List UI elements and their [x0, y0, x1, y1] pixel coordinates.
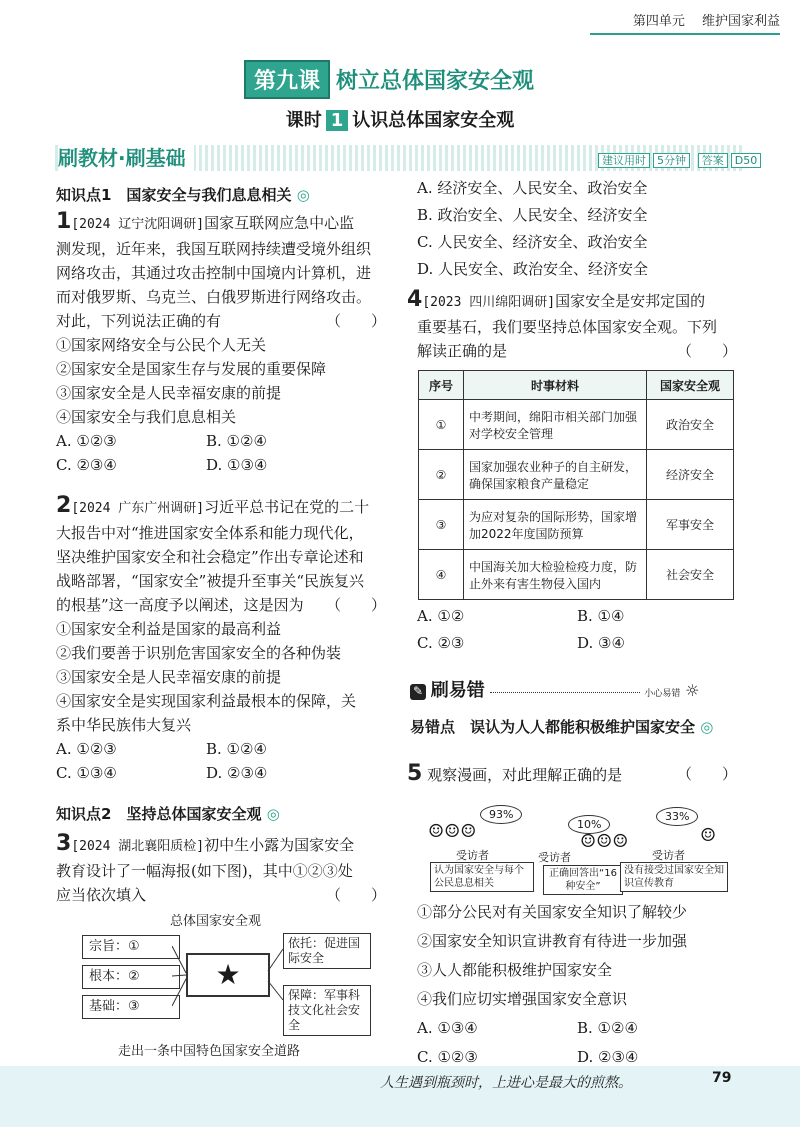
target-icon: ◎ — [266, 805, 280, 823]
panel-caption: 正确回答出“16种安全” — [543, 865, 623, 895]
q4-line: 重要基石，我们要坚持总体国家安全观。下列 — [417, 318, 718, 336]
interviewee-label: 受访者 — [652, 849, 685, 862]
q1-options-row — [56, 453, 386, 477]
answer-blank: （ ） — [325, 886, 386, 904]
people-icon: ☺☺☺ — [428, 821, 477, 842]
q1-item: ④国家安全与我们息息相关 — [56, 408, 237, 426]
unit-label: 第四单元 — [632, 14, 685, 29]
q1-line: 国家互联网应急中心监 — [204, 214, 355, 232]
q1-options-row — [56, 429, 386, 453]
header-divider — [590, 33, 780, 35]
option-a[interactable]: A. ①②③ — [56, 432, 117, 450]
q2-options-row — [56, 737, 386, 761]
q4-number: 4 — [407, 287, 423, 312]
option-b[interactable]: B. ①②④ — [206, 740, 267, 758]
q4-line: 国家安全是安邦定国的 — [555, 292, 706, 310]
option-d[interactable]: D. ①③④ — [206, 456, 268, 474]
lesson-tag: 第九课 — [244, 60, 330, 99]
q3-number: 3 — [56, 831, 72, 856]
q5-stem: 观察漫画，对此理解正确的是 — [427, 766, 623, 784]
q2-line: 习近平总书记在党的二十 — [204, 498, 370, 516]
q2-item: ②我们要善于识别危害国家安全的各种伪装 — [56, 644, 342, 662]
answer-blank: （ ） — [325, 312, 386, 330]
panel-caption: 没有接受过国家安全知识宣传教育 — [620, 862, 728, 892]
lamp-icon: ☼ — [685, 681, 700, 700]
table-cell: 经济安全 — [647, 450, 734, 500]
option-a[interactable]: A. ①③④ — [417, 1019, 478, 1037]
table-cell: 为应对复杂的国际形势，国家增加2022年度国防预算 — [464, 500, 647, 550]
table-header-row — [419, 371, 734, 400]
kp1-text: 知识点1 国家安全与我们息息相关 — [56, 186, 292, 204]
time-label: 建议用时 — [598, 153, 650, 168]
question-3-options — [417, 176, 747, 281]
q4-line: 解读正确的是 — [417, 342, 508, 360]
q1-line: 网络攻击，其通过攻击控制中国境内计算机，进 — [56, 264, 372, 282]
table-cell: 军事安全 — [647, 500, 734, 550]
error-point — [410, 716, 713, 737]
lesson-title: 树立总体国家安全观 — [336, 69, 535, 94]
option-d[interactable]: D. ②③④ — [206, 764, 268, 782]
table-cell: 中考期间，绵阳市相关部门加强对学校安全管理 — [464, 400, 647, 450]
table-row — [419, 550, 734, 600]
column-header: 国家安全观 — [647, 371, 734, 400]
option-d[interactable]: D. ②③④ — [577, 1048, 639, 1066]
q3-line: 应当依次填入 — [56, 886, 147, 904]
diagram-left-box: 基础：③ — [82, 995, 180, 1019]
table-cell: ① — [419, 400, 464, 450]
comic-strip — [420, 805, 740, 893]
section-label: 刷教材·刷基础 — [58, 142, 194, 171]
table-cell: 政治安全 — [647, 400, 734, 450]
diagram-right-box: 保障：军事科技文化社会安全 — [283, 985, 371, 1036]
section2-header — [410, 676, 740, 702]
table-cell: ④ — [419, 550, 464, 600]
q1-number: 1 — [56, 209, 72, 234]
q5-number: 5 — [407, 761, 423, 786]
knowledge-point-1 — [56, 184, 310, 205]
panel-caption: 认为国家安全与每个公民息息相关 — [430, 862, 534, 892]
pencil-icon: ✎ — [410, 684, 426, 700]
period-title — [0, 106, 800, 132]
speech-bubble: 93% — [480, 805, 522, 824]
question-1 — [56, 210, 386, 477]
q3-line: 教育设计了一幅海报(如下图)，其中①②③处 — [56, 862, 353, 880]
diagram-left-box: 根本：② — [82, 965, 180, 989]
option-d[interactable]: D. ③④ — [577, 634, 625, 652]
table-cell: ③ — [419, 500, 464, 550]
target-icon: ◎ — [296, 186, 310, 204]
q3-line: 初中生小露为国家安全 — [204, 836, 355, 854]
table-cell: ② — [419, 450, 464, 500]
speech-bubble: 10% — [568, 815, 610, 834]
question-5 — [407, 762, 737, 787]
option-a[interactable]: A. ①② — [417, 607, 465, 625]
table-row — [419, 500, 734, 550]
q2-item: ①国家安全利益是国家的最高利益 — [56, 620, 282, 638]
question-4 — [407, 288, 737, 363]
q4-options-row — [417, 604, 747, 628]
q5-items — [417, 898, 747, 1072]
answer-blank: （ ） — [676, 342, 737, 360]
unit-title: 维护国家利益 — [701, 14, 780, 29]
q4-options-row — [417, 631, 747, 655]
answer-page: D50 — [731, 153, 761, 168]
section2-label: 刷易错 — [430, 680, 485, 701]
interviewee-label: 受访者 — [456, 849, 489, 862]
q2-item: ④国家安全是实现国家利益最根本的保障，关 — [56, 692, 357, 710]
q5-item: ②国家安全知识宣讲教育有待进一步加强 — [417, 932, 688, 950]
diagram-connectors — [172, 935, 284, 1020]
table-cell: 社会安全 — [647, 550, 734, 600]
answer-blank: （ ） — [325, 596, 386, 614]
q5-item: ③人人都能积极维护国家安全 — [417, 961, 613, 979]
q2-options-row — [56, 761, 386, 785]
q4-options — [417, 604, 747, 655]
period-number: 1 — [326, 110, 349, 131]
option-c[interactable]: C. 人民安全、经济安全、政治安全 — [417, 233, 648, 251]
star-icon: ★ — [215, 958, 241, 991]
q4-source: [2023 四川绵阳调研] — [422, 295, 556, 310]
option-c[interactable]: C. ①③④ — [56, 764, 117, 782]
lesson-title-block — [244, 60, 544, 94]
q5-options-row — [417, 1014, 747, 1043]
diagram-right-box: 依托：促进国际安全 — [283, 933, 371, 969]
knowledge-point-2 — [56, 803, 280, 824]
error-point-text: 易错点 误认为人人都能积极维护国家安全 — [410, 718, 696, 736]
q2-line: 战略部署，“国家安全”被提升至事关“民族复兴 — [56, 572, 365, 590]
section2-note: 小心易错 — [644, 689, 681, 699]
answer-label: 答案 — [698, 153, 728, 168]
q2-item: ③国家安全是人民幸福安康的前提 — [56, 668, 282, 686]
kp2-text: 知识点2 坚持总体国家安全观 — [56, 805, 262, 823]
q5-item: ④我们应切实增强国家安全意识 — [417, 990, 628, 1008]
q1-item: ②国家安全是国家生存与发展的重要保障 — [56, 360, 327, 378]
dotted-rule — [490, 692, 640, 693]
table-cell: 国家加强农业种子的自主研发，确保国家粮食产量稳定 — [464, 450, 647, 500]
answer-blank: （ ） — [676, 765, 737, 783]
q1-source: [2024 辽宁沈阳调研] — [71, 217, 205, 232]
question-2 — [56, 494, 386, 785]
target-icon: ◎ — [700, 718, 714, 736]
person-icon: ☺ — [700, 825, 717, 846]
unit-header — [633, 10, 780, 29]
q1-item: ①国家网络安全与公民个人无关 — [56, 336, 267, 354]
column-header: 序号 — [419, 371, 464, 400]
diagram-left-box: 宗旨：① — [82, 935, 180, 959]
table-row — [419, 450, 734, 500]
diagram-caption: 走出一条中国特色国家安全道路 — [118, 1044, 301, 1059]
speech-bubble: 33% — [656, 807, 698, 826]
page-number: 79 — [712, 1070, 732, 1086]
option-b[interactable]: B. ①④ — [577, 607, 625, 625]
period-prefix: 课时 — [285, 110, 322, 131]
q2-line: 的根基”这一高度予以阐述，这是因为 — [56, 596, 304, 614]
q2-item: 系中华民族伟大复兴 — [56, 716, 192, 734]
option-b[interactable]: B. 政治安全、人民安全、经济安全 — [417, 206, 648, 224]
option-a[interactable]: A. 经济安全、人民安全、政治安全 — [417, 179, 648, 197]
q2-number: 2 — [56, 493, 72, 518]
q1-line: 而对俄罗斯、乌克兰、白俄罗斯进行网络攻击。 — [56, 288, 372, 306]
option-d[interactable]: D. 人民安全、政治安全、经济安全 — [417, 260, 649, 278]
q1-line: 测发现，近年来，我国互联网持续遭受境外组织 — [56, 240, 372, 258]
q1-item: ③国家安全是人民幸福安康的前提 — [56, 384, 282, 402]
q4-table — [418, 370, 734, 600]
time-value: 5分钟 — [653, 153, 690, 168]
question-3 — [56, 832, 386, 907]
q2-line: 大报告中对“推进国家安全体系和能力现代化， — [56, 524, 364, 542]
q1-line: 对此，下列说法正确的有 — [56, 312, 222, 330]
q2-source: [2024 广东广州调研] — [71, 501, 205, 516]
interviewee-label: 受访者 — [538, 851, 571, 864]
people-icon: ☺☺☺ — [580, 831, 629, 852]
q3-source: [2024 湖北襄阳质检] — [71, 839, 205, 854]
option-b[interactable]: B. ①②④ — [206, 432, 267, 450]
option-c[interactable]: C. ①②③ — [417, 1048, 478, 1066]
footer-quote: 人生遇到瓶颈时，上进心是最大的煎熬。 — [380, 1075, 632, 1091]
table-row — [419, 400, 734, 450]
section-badges — [595, 150, 761, 168]
option-b[interactable]: B. ①②④ — [577, 1019, 638, 1037]
period-title-text: 认识总体国家安全观 — [352, 110, 515, 131]
option-c[interactable]: C. ②③ — [417, 634, 465, 652]
q5-item: ①部分公民对有关国家安全知识了解较少 — [417, 903, 688, 921]
diagram-title: 总体国家安全观 — [170, 914, 262, 929]
column-header: 时事材料 — [464, 371, 647, 400]
option-a[interactable]: A. ①②③ — [56, 740, 117, 758]
option-c[interactable]: C. ②③④ — [56, 456, 117, 474]
table-cell: 中国海关加大检验检疫力度，防止外来有害生物侵入国内 — [464, 550, 647, 600]
q2-line: 坚决维护国家安全和社会稳定”作出专章论述和 — [56, 548, 364, 566]
